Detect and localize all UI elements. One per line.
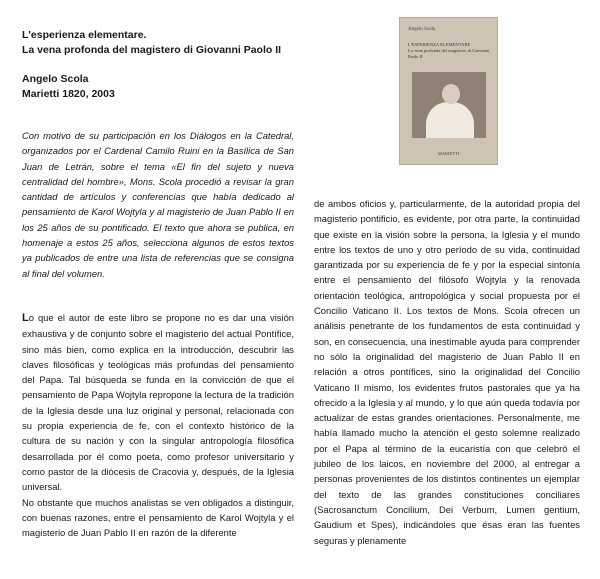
cover-author: Angelo Scola xyxy=(408,27,436,32)
book-author: Angelo Scola xyxy=(22,73,89,85)
book-publisher: Marietti 1820, 2003 xyxy=(22,88,115,100)
book-credits xyxy=(22,72,382,102)
cover-photo-head xyxy=(442,84,460,104)
body-paragraph-1-text: o que el autor de este libro se propone no es dar una visión exhaustiva y de conjunto sobre el magisterio del actual Pontífice, sino más bien, como explica en la introducción, descubrir las claves filosóficas y teológicas más profundas del pensamiento del Papa. Tal búsqueda se funda en la convicción de que el pensamiento de Papa Wojtyla repropone la lectura de la tradición de la Iglesia desde una luz original y personal, relacionada con su propia experiencia de fe, con el contexto histórico de la cultura de su nación y con la singular antropología filosófica desarrollada por él como poeta, como profesor universitario y como pastor de la diócesis de Cracovia y, después, de la Iglesia universal. xyxy=(22,312,294,493)
body-paragraph-2: No obstante que muchos analistas se ven obligados a distinguir, con buenas razones, entre el pensamiento de Karol Wojtyla y el magisterio de Juan Pablo II en razón de la diferente xyxy=(22,496,294,539)
cover-publisher: MARIETTI xyxy=(437,151,460,156)
cover-photo xyxy=(412,72,486,138)
title-line-2: La vena profonda del magistero di Giovanni Paolo II xyxy=(22,44,282,56)
book-cover-image xyxy=(399,17,498,165)
article-header xyxy=(22,28,382,102)
book-title xyxy=(22,28,382,58)
title-line-1: L'esperienza elementare. xyxy=(22,29,147,41)
drop-cap: L xyxy=(22,312,29,324)
intro-paragraph: Con motivo de su participación en los Diálogos en la Catedral, organizados por el Cardenal Camilo Ruini en la Basílica de San Juan de Letrán, sobre el tema «El fin del sujeto y nueva centralidad del hombre», Mons. Scola procedió a revisar la gran cantidad de artículos y conferencias que había dedicado al pensamiento de Karol Wojtyla y al magisterio de Juan Pablo II en los 25 años de su pontificado. El texto que ahora se publica, en homenaje a estos 25 años, selecciona algunos de estos textos ya publicados de entre una lista de referencias que se consigna al final del volumen. xyxy=(22,130,294,279)
body-paragraph-1 xyxy=(22,310,294,495)
cover-title xyxy=(408,42,490,60)
cover-subtitle: La vena profonda del magistero di Giovanni Paolo II xyxy=(408,48,490,59)
body-column-left xyxy=(22,310,294,540)
cover-title-main: L'ESPERIENZA ELEMENTARE xyxy=(408,42,471,47)
body-column-right: de ambos oficios y, particularmente, de la autoridad propia del magisterio pontificio, es evidente, por otra parte, la continuidad que existe en la visión sobre la persona, la Iglesia y el mundo entre los textos de uno y otro período de su vida, continuidad garantizada por su experiencia de fe y por la especial sintonía entre el pensamiento del filósofo Wojtyla y la renovada orientación teológica, antropológica y social propuesta por el Concilio Vaticano II. Los textos de Mons. Scola ofrecen un análisis penetrante de los fundamentos de esta continuidad y son, en consecuencia, una inestimable ayuda para comprender no sólo la originalidad del magisterio de Juan Pablo II en relación a otros pontífices, sino la originalidad del Concilio Vaticano II mismo, los evidentes frutos pastorales que ya ha ofrecido a la Iglesia y al mundo, y lo que aún queda todavía por actualizar de estas grandes orientaciones. Personalmente, me había llamado mucho la atención el gesto solemne realizado por el Papa al término de la eucaristía con que celebró el jubileo de los laicos, en noviembre del 2000, al entregar a personas provenientes de los distintos continentes un ejemplar del texto de las grandes constituciones conciliares (Sacrosanctum Concilium, Dei Verbum, Lumen gentium, Gaudium et Spes), indicándoles que ésas eran las fuentes seguras y plenamente xyxy=(314,198,580,546)
cover-photo-figure xyxy=(426,102,474,138)
